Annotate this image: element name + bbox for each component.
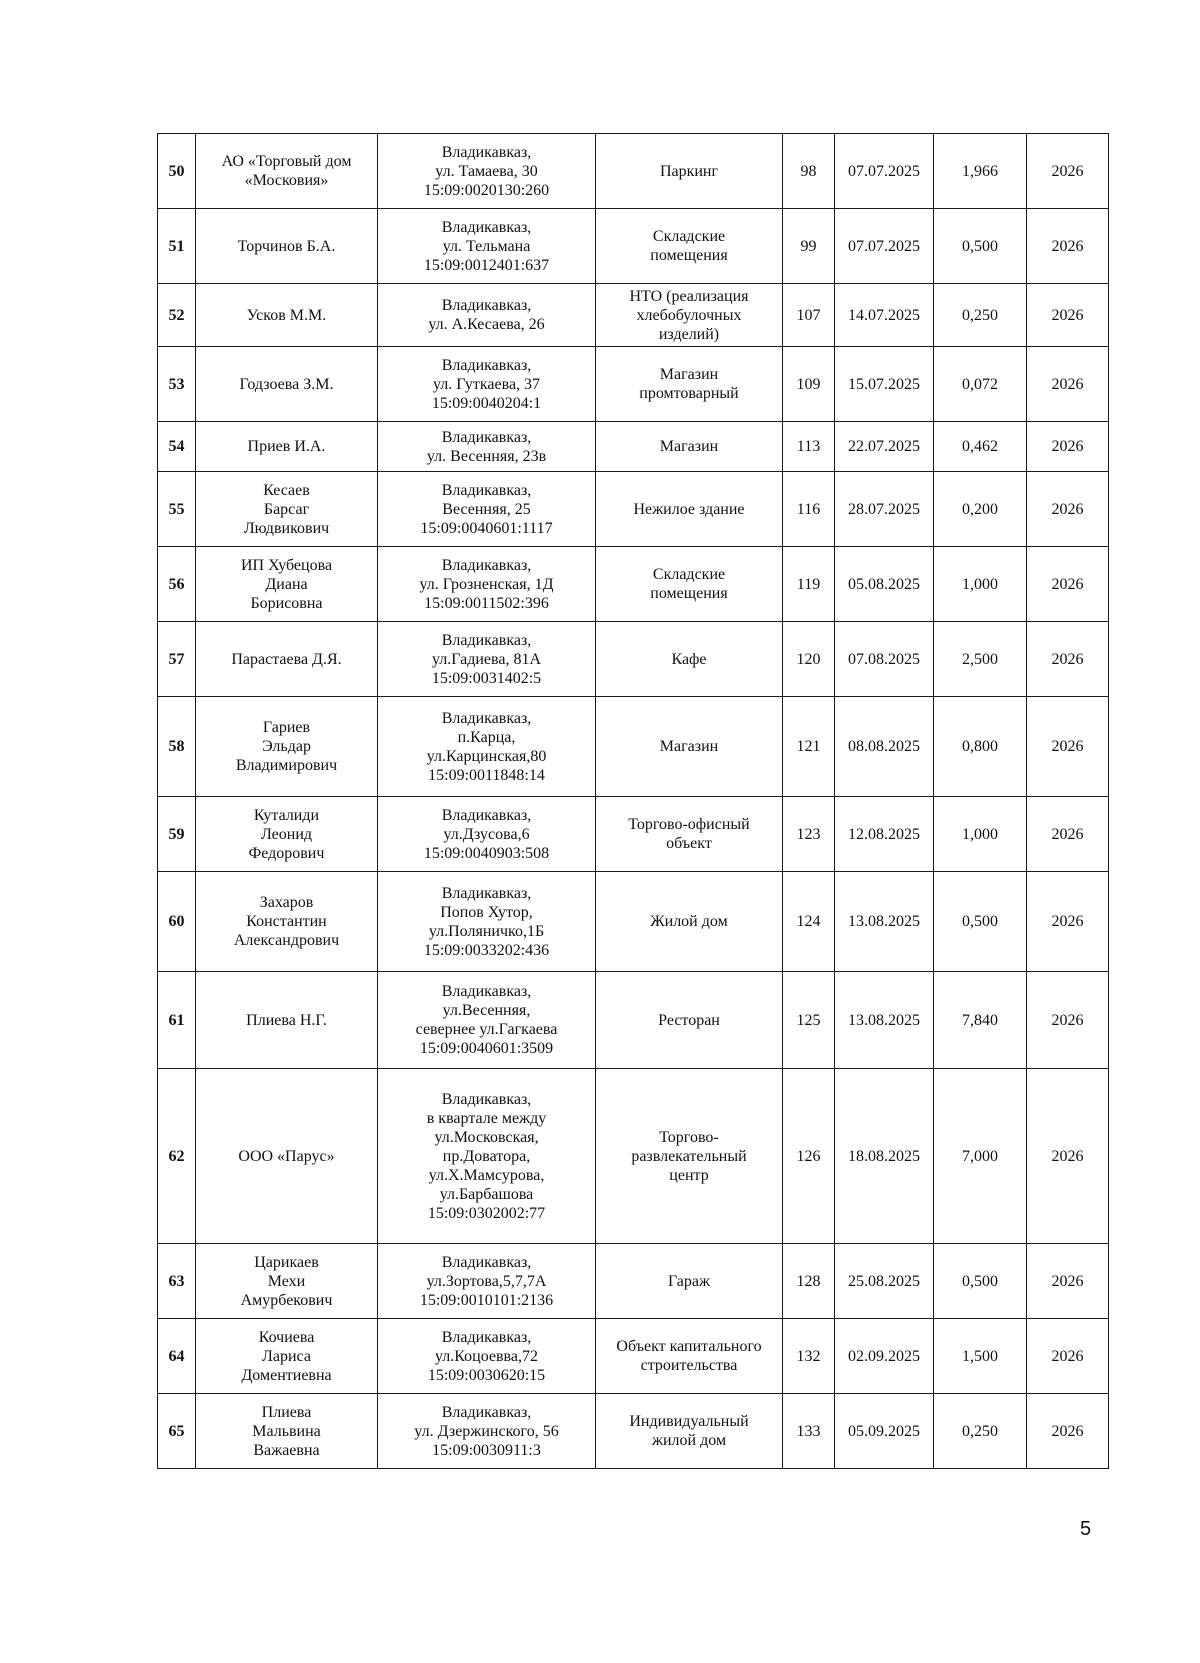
year-value: 2026 — [1027, 872, 1109, 972]
area-value: 0,462 — [934, 422, 1027, 472]
object-address: Владикавказ, п.Карца, ул.Карцинская,80 15:09:0011848:14 — [378, 697, 596, 797]
registration-number: 124 — [783, 872, 835, 972]
year-value: 2026 — [1027, 797, 1109, 872]
table-row — [158, 209, 1109, 284]
table-row — [158, 134, 1109, 209]
area-value: 7,000 — [934, 1069, 1027, 1244]
registration-number: 109 — [783, 347, 835, 422]
row-number: 63 — [158, 1244, 196, 1319]
row-number: 58 — [158, 697, 196, 797]
object-purpose: Индивидуальный жилой дом — [596, 1394, 783, 1469]
area-value: 0,800 — [934, 697, 1027, 797]
owner-name: Плиева Мальвина Важаевна — [196, 1394, 378, 1469]
year-value: 2026 — [1027, 134, 1109, 209]
registration-date: 07.08.2025 — [835, 622, 934, 697]
table-row — [158, 422, 1109, 472]
registration-date: 15.07.2025 — [835, 347, 934, 422]
area-value: 0,250 — [934, 1394, 1027, 1469]
year-value: 2026 — [1027, 209, 1109, 284]
year-value: 2026 — [1027, 422, 1109, 472]
row-number: 53 — [158, 347, 196, 422]
area-value: 0,500 — [934, 1244, 1027, 1319]
object-purpose: Складские помещения — [596, 209, 783, 284]
table-row — [158, 1394, 1109, 1469]
table-row — [158, 872, 1109, 972]
registration-number: 119 — [783, 547, 835, 622]
registration-date: 25.08.2025 — [835, 1244, 934, 1319]
object-address: Владикавказ, ул.Весенняя, севернее ул.Гагкаева 15:09:0040601:3509 — [378, 972, 596, 1069]
registration-date: 07.07.2025 — [835, 134, 934, 209]
registration-date: 05.08.2025 — [835, 547, 934, 622]
registration-date: 02.09.2025 — [835, 1319, 934, 1394]
registration-date: 12.08.2025 — [835, 797, 934, 872]
owner-name: Гариев Эльдар Владимирович — [196, 697, 378, 797]
registration-number: 126 — [783, 1069, 835, 1244]
table-row — [158, 697, 1109, 797]
area-value: 1,966 — [934, 134, 1027, 209]
year-value: 2026 — [1027, 1069, 1109, 1244]
area-value: 7,840 — [934, 972, 1027, 1069]
registration-date: 08.08.2025 — [835, 697, 934, 797]
page-number: 5 — [1080, 1518, 1092, 1540]
registration-date: 07.07.2025 — [835, 209, 934, 284]
area-value: 0,200 — [934, 472, 1027, 547]
table-row — [158, 1244, 1109, 1319]
registration-number: 125 — [783, 972, 835, 1069]
table-row — [158, 797, 1109, 872]
registration-number: 121 — [783, 697, 835, 797]
year-value: 2026 — [1027, 1394, 1109, 1469]
object-purpose: Магазин промтоварный — [596, 347, 783, 422]
object-purpose: Гараж — [596, 1244, 783, 1319]
year-value: 2026 — [1027, 622, 1109, 697]
object-address: Владикавказ, Весенняя, 25 15:09:0040601:1117 — [378, 472, 596, 547]
registration-number: 116 — [783, 472, 835, 547]
owner-name: Куталиди Леонид Федорович — [196, 797, 378, 872]
row-number: 54 — [158, 422, 196, 472]
area-value: 1,500 — [934, 1319, 1027, 1394]
table-row — [158, 972, 1109, 1069]
area-value: 2,500 — [934, 622, 1027, 697]
object-address: Владикавказ, ул. Гуткаева, 37 15:09:0040204:1 — [378, 347, 596, 422]
table-row — [158, 1069, 1109, 1244]
object-purpose: Объект капитального строительства — [596, 1319, 783, 1394]
area-value: 1,000 — [934, 797, 1027, 872]
registration-date: 22.07.2025 — [835, 422, 934, 472]
registration-date: 28.07.2025 — [835, 472, 934, 547]
year-value: 2026 — [1027, 1319, 1109, 1394]
object-address: Владикавказ, ул. Грозненская, 1Д 15:09:0011502:396 — [378, 547, 596, 622]
registration-date: 13.08.2025 — [835, 972, 934, 1069]
registration-date: 13.08.2025 — [835, 872, 934, 972]
registry-table — [157, 133, 1109, 1469]
object-purpose: Магазин — [596, 697, 783, 797]
owner-name: Годзоева З.М. — [196, 347, 378, 422]
row-number: 65 — [158, 1394, 196, 1469]
registration-number: 132 — [783, 1319, 835, 1394]
registration-number: 133 — [783, 1394, 835, 1469]
row-number: 50 — [158, 134, 196, 209]
object-address: Владикавказ, ул. Весенняя, 23в — [378, 422, 596, 472]
area-value: 0,500 — [934, 209, 1027, 284]
object-address: Владикавказ, ул. Дзержинского, 56 15:09:0030911:3 — [378, 1394, 596, 1469]
owner-name: ИП Хубецова Диана Борисовна — [196, 547, 378, 622]
table-row — [158, 1319, 1109, 1394]
object-address: Владикавказ, ул.Дзусова,6 15:09:0040903:508 — [378, 797, 596, 872]
owner-name: ООО «Парус» — [196, 1069, 378, 1244]
object-address: Владикавказ, ул. Тамаева, 30 15:09:0020130:260 — [378, 134, 596, 209]
table-row — [158, 472, 1109, 547]
owner-name: Кесаев Барсаг Людвикович — [196, 472, 378, 547]
owner-name: Захаров Константин Александрович — [196, 872, 378, 972]
year-value: 2026 — [1027, 1244, 1109, 1319]
object-purpose: НТО (реализация хлебобулочных изделий) — [596, 284, 783, 347]
row-number: 55 — [158, 472, 196, 547]
registration-number: 128 — [783, 1244, 835, 1319]
row-number: 60 — [158, 872, 196, 972]
area-value: 0,250 — [934, 284, 1027, 347]
row-number: 61 — [158, 972, 196, 1069]
object-address: Владикавказ, ул.Гадиева, 81А 15:09:0031402:5 — [378, 622, 596, 697]
row-number: 64 — [158, 1319, 196, 1394]
row-number: 59 — [158, 797, 196, 872]
registration-date: 05.09.2025 — [835, 1394, 934, 1469]
row-number: 57 — [158, 622, 196, 697]
owner-name: Приев И.А. — [196, 422, 378, 472]
registry-body — [158, 134, 1109, 1469]
table-row — [158, 622, 1109, 697]
registration-number: 107 — [783, 284, 835, 347]
registration-number: 113 — [783, 422, 835, 472]
row-number: 62 — [158, 1069, 196, 1244]
owner-name: АО «Торговый дом «Московия» — [196, 134, 378, 209]
area-value: 0,072 — [934, 347, 1027, 422]
object-purpose: Паркинг — [596, 134, 783, 209]
object-purpose: Кафе — [596, 622, 783, 697]
year-value: 2026 — [1027, 972, 1109, 1069]
row-number: 51 — [158, 209, 196, 284]
registration-date: 14.07.2025 — [835, 284, 934, 347]
registration-number: 99 — [783, 209, 835, 284]
year-value: 2026 — [1027, 697, 1109, 797]
row-number: 56 — [158, 547, 196, 622]
year-value: 2026 — [1027, 284, 1109, 347]
year-value: 2026 — [1027, 547, 1109, 622]
object-purpose: Нежилое здание — [596, 472, 783, 547]
object-address: Владикавказ, ул. А.Кесаева, 26 — [378, 284, 596, 347]
area-value: 1,000 — [934, 547, 1027, 622]
table-row — [158, 547, 1109, 622]
year-value: 2026 — [1027, 347, 1109, 422]
object-address: Владикавказ, ул.Коцоевва,72 15:09:0030620:15 — [378, 1319, 596, 1394]
object-purpose: Жилой дом — [596, 872, 783, 972]
registration-number: 120 — [783, 622, 835, 697]
table-row — [158, 284, 1109, 347]
object-address: Владикавказ, Попов Хутор, ул.Поляничко,1Б 15:09:0033202:436 — [378, 872, 596, 972]
owner-name: Плиева Н.Г. — [196, 972, 378, 1069]
registration-number: 123 — [783, 797, 835, 872]
registration-number: 98 — [783, 134, 835, 209]
object-address: Владикавказ, ул.Зортова,5,7,7А 15:09:0010101:2136 — [378, 1244, 596, 1319]
owner-name: Кочиева Лариса Доментиевна — [196, 1319, 378, 1394]
object-purpose: Складские помещения — [596, 547, 783, 622]
year-value: 2026 — [1027, 472, 1109, 547]
owner-name: Парастаева Д.Я. — [196, 622, 378, 697]
table-row — [158, 347, 1109, 422]
object-address: Владикавказ, ул. Тельмана 15:09:0012401:637 — [378, 209, 596, 284]
object-purpose: Ресторан — [596, 972, 783, 1069]
area-value: 0,500 — [934, 872, 1027, 972]
object-purpose: Магазин — [596, 422, 783, 472]
row-number: 52 — [158, 284, 196, 347]
owner-name: Торчинов Б.А. — [196, 209, 378, 284]
owner-name: Царикаев Мехи Амурбекович — [196, 1244, 378, 1319]
registration-date: 18.08.2025 — [835, 1069, 934, 1244]
object-address: Владикавказ, в квартале между ул.Московская, пр.Доватора, ул.Х.Мамсурова, ул.Барбашова 15:09:0302002:77 — [378, 1069, 596, 1244]
object-purpose: Торгово-офисный объект — [596, 797, 783, 872]
object-purpose: Торгово- развлекательный центр — [596, 1069, 783, 1244]
owner-name: Усков М.М. — [196, 284, 378, 347]
